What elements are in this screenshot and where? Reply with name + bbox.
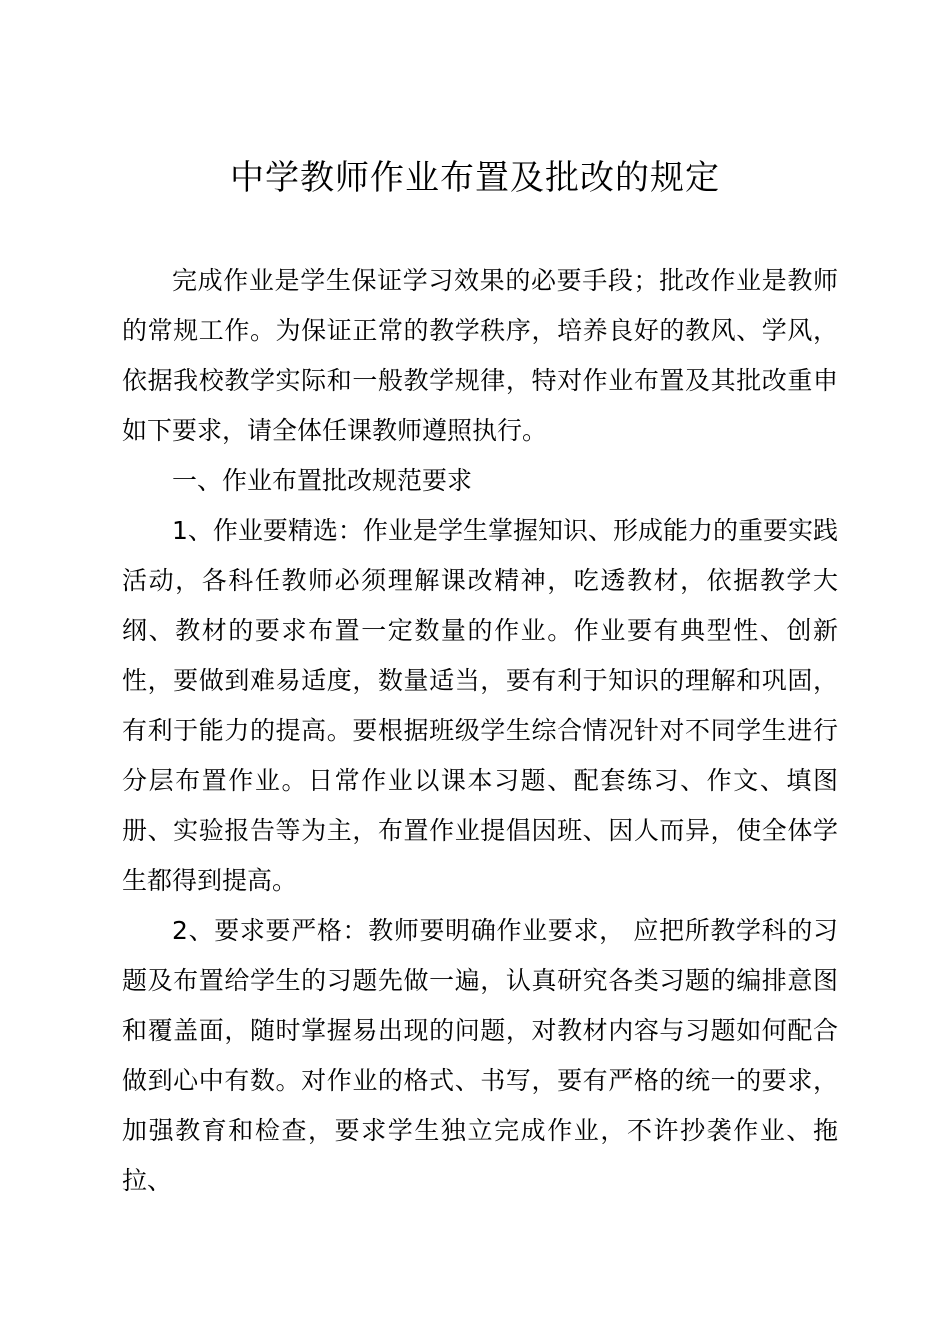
paragraph-item-2: 2、要求要严格：教师要明确作业要求， 应把所教学科的习题及布置给学生的习题先做一遍，认真研究各类习题的编排意图和覆盖面，随时掌握易出现的问题，对教材内容与习题如何配合做到心中有数。对作业的格式、书写，要有严格的统一的要求，加强教育和检查，要求学生独立完成作业，不许抄袭作业、拖拉、 xyxy=(122,916,838,1195)
paragraph-item-1: 1、作业要精选：作业是学生掌握知识、形成能力的重要实践活动，各科任教师必须理解课改精神，吃透教材，依据教学大纲、教材的要求布置一定数量的作业。作业要有典型性、创新性，要做到难易适度，数量适当，要有利于知识的理解和巩固，有利于能力的提高。要根据班级学生综合情况针对不同学生进行分层布置作业。日常作业以课本习题、配套练习、作文、填图册、实验报告等为主，布置作业提倡因班、因人而异，使全体学生都得到提高。 xyxy=(122,516,838,895)
section-heading: 一、作业布置批改规范要求 xyxy=(172,466,473,495)
document-body xyxy=(122,256,838,1206)
paragraph-intro: 完成作业是学生保证学习效果的必要手段；批改作业是教师的常规工作。为保证正常的教学秩序，培养良好的教风、学风，依据我校教学实际和一般教学规律，特对作业布置及其批改重申如下要求，请全体任课教师遵照执行。 xyxy=(122,266,838,445)
document-title: 中学教师作业布置及批改的规定 xyxy=(230,158,720,198)
